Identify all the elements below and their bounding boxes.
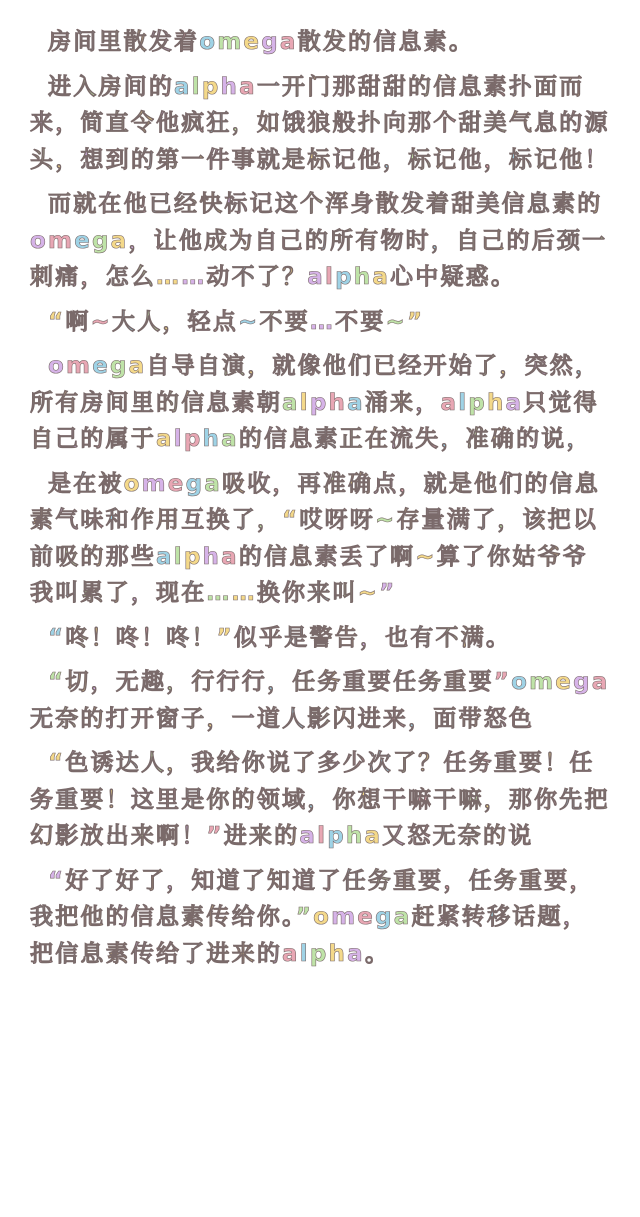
paragraph-10: “好了好了，知道了知道了任务重要，任务重要，我把他的信息素传给你。”omega赶紧转移话题，把信息素传给了进来的alpha。 — [30, 867, 595, 967]
paragraph-7: “咚！咚！咚！”似乎是警告，也有不满。 — [48, 624, 512, 651]
paragraph-3: 而就在他已经快标记这个浑身散发着甜美信息素的omega，让他成为自己的所有物时，自己的后颈一刺痛，怎么……动不了？alpha心中疑惑。 — [30, 191, 608, 290]
paragraph-2: 进入房间的alpha一开门那甜甜的信息素扑面而来，简直令他疯狂，如饿狼般扑向那个甜美气息的源头，想到的第一件事就是标记他，标记他，标记他！ — [30, 73, 610, 173]
paragraph-1: 房间里散发着omega散发的信息素。 — [48, 29, 475, 55]
paragraph-9: “色诱达人，我给你说了多少次了？任务重要！任务重要！这里是你的领域，你想干嘛干嘛，那你先把幻影放出来啊！”进来的alpha又怒无奈的说 — [30, 750, 610, 849]
bottom-fade — [0, 1193, 640, 1217]
paragraph-5: omega自导自演，就像他们已经开始了，突然，所有房间里的信息素朝alpha涌来，alpha只觉得自己的属于alpha的信息素正在流失，准确的说， — [30, 353, 601, 452]
paragraph-4: “啊~大人，轻点~不要…不要~” — [48, 308, 425, 335]
paragraph-8: “切，无趣，行行行，任务重要任务重要”omega无奈的打开窗子，一道人影闪进来，面带怒色 — [30, 669, 610, 732]
paragraph-6: 是在被omega吸收，再准确点，就是他们的信息素气味和作用互换了，“哎呀呀~存量满了，该把以前吸的那些alpha的信息素丢了啊~算了你姑爷爷我叫累了，现在……换你来叫~” — [30, 470, 601, 606]
